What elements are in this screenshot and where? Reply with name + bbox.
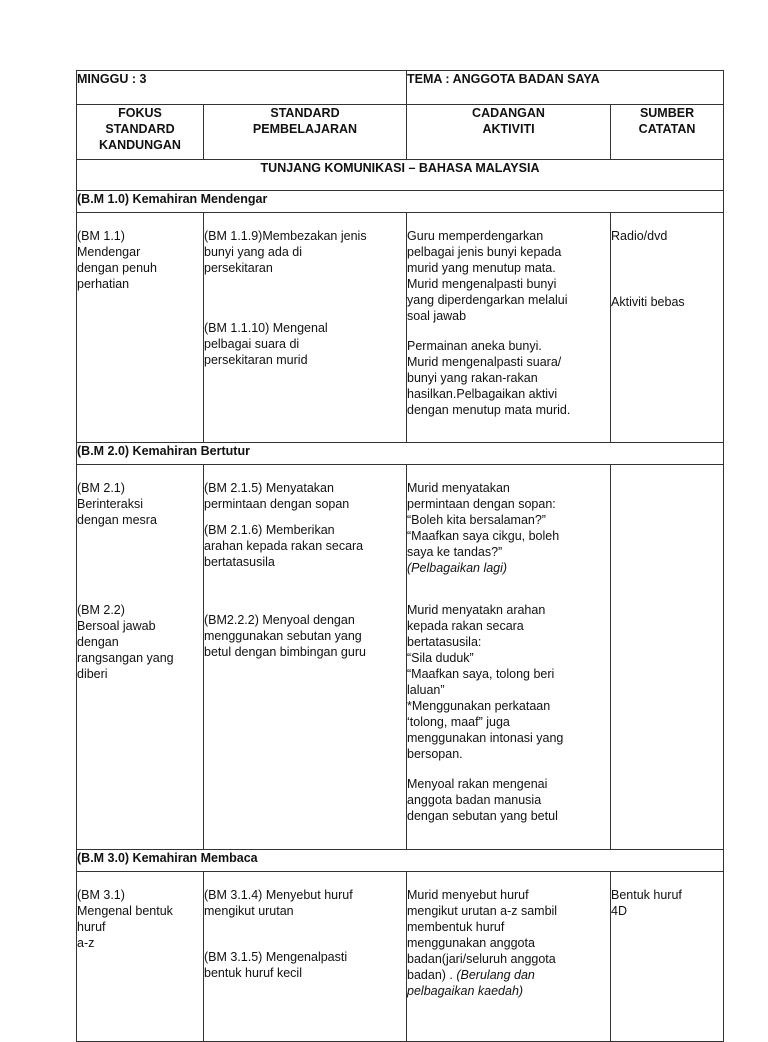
s3-standard: (BM 3.1.4) Menyebut huruf mengikut urutan (BM 3.1.5) Mengenalpasti bentuk huruf kecil (204, 872, 407, 1042)
s1-fokus: (BM 1.1) Mendengar dengan penuh perhatian (77, 213, 204, 443)
col-header-fokus: FOKUS STANDARD KANDUNGAN (77, 105, 204, 160)
s2-sumber (611, 465, 724, 850)
s3-sumber: Bentuk huruf 4D (611, 872, 724, 1042)
week-label: MINGGU : 3 (77, 72, 147, 86)
theme-cell (407, 71, 724, 105)
lesson-plan-table (76, 70, 724, 1042)
s3-fokus: (BM 3.1) Mengenal bentuk huruf a-z (77, 872, 204, 1042)
s1-standard: (BM 1.1.9)Membezakan jenis bunyi yang ada di persekitaran (BM 1.1.10) Mengenal pelbagai suara di persekitaran murid (204, 213, 407, 443)
s3-aktiviti: Murid menyebut huruf mengikut urutan a-z sambil membentuk huruf menggunakan anggota badan(jari/seluruh anggota badan) . (Berulang dan pelbagaikan kaedah) (407, 872, 611, 1042)
tunjang-heading: TUNJANG KOMUNIKASI – BAHASA MALAYSIA (77, 160, 724, 191)
col-header-standard: STANDARD PEMBELAJARAN (204, 105, 407, 160)
s1-aktiviti: Guru memperdengarkan pelbagai jenis bunyi kepada murid yang menutup mata. Murid mengenalpasti bunyi yang diperdengarkan melalui soal jawab Permainan aneka bunyi. Murid mengenalpasti suara/ bunyi yang rakan-rakan hasilkan.Pelbagaikan aktivi dengan menutup mata murid. (407, 213, 611, 443)
s2-standard: (BM 2.1.5) Menyatakan permintaan dengan sopan (BM 2.1.6) Memberikan arahan kepada rakan secara bertatasusila (BM2.2.2) Menyoal dengan menggunakan sebutan yang betul dengan bimbingan guru (204, 465, 407, 850)
col-header-sumber: SUMBER CATATAN (611, 105, 724, 160)
section-title-mendengar: (B.M 1.0) Kemahiran Mendengar (77, 191, 724, 213)
section-title-membaca: (B.M 3.0) Kemahiran Membaca (77, 850, 724, 872)
theme-label: TEMA : ANGGOTA BADAN SAYA (407, 72, 600, 86)
s2-aktiviti: Murid menyatakan permintaan dengan sopan: “Boleh kita bersalaman?” “Maafkan saya cikgu, boleh saya ke tandas?” (Pelbagaikan lagi) Murid menyatakn arahan kepada rakan secara bertatasusila: “Sila duduk” “Maafkan saya, tolong beri laluan” *Menggunakan perkataan ‘tolong, maaf” juga menggunakan intonasi yang bersopan. Menyoal rakan mengenai anggota badan manusia dengan sebutan yang betul (407, 465, 611, 850)
week-cell (77, 71, 407, 105)
s1-sumber: Radio/dvd Aktiviti bebas (611, 213, 724, 443)
section-title-bertutur: (B.M 2.0) Kemahiran Bertutur (77, 443, 724, 465)
s2-fokus: (BM 2.1) Berinteraksi dengan mesra (BM 2.2) Bersoal jawab dengan rangsangan yang diberi (77, 465, 204, 850)
col-header-cadangan: CADANGAN AKTIVITI (407, 105, 611, 160)
